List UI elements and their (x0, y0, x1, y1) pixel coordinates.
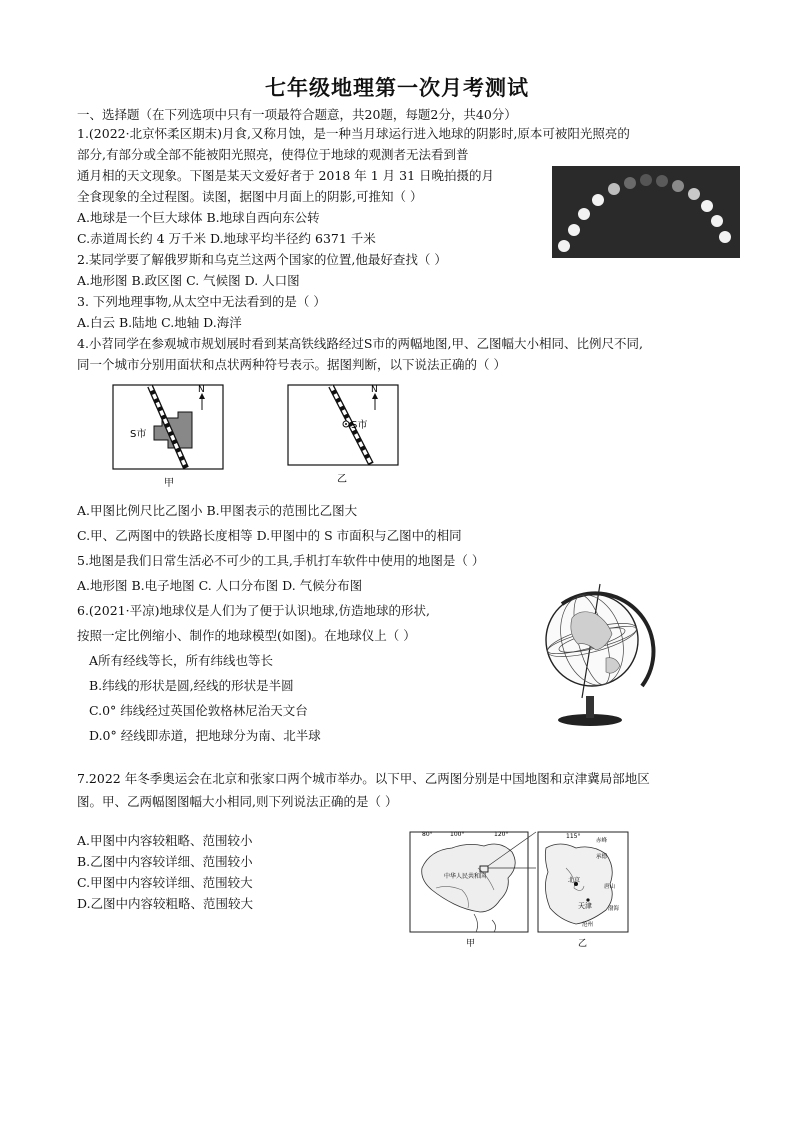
q6-line-1: 6.(2021·平凉)地球仪是人们为了便于认识地球,仿造地球的形状, (77, 603, 430, 618)
q4-options-ab: A.甲图比例尺比乙图小 B.甲图表示的范围比乙图大 (77, 503, 358, 518)
lunar-eclipse-photo (552, 166, 740, 258)
jjj-map-cangzhou: 沧州 (582, 922, 594, 928)
map-yi-caption: 乙 (337, 474, 347, 485)
jjj-map-bohai: 渤海 (608, 906, 620, 912)
map-jia-north: N (198, 385, 205, 395)
q4-options-cd: C.甲、乙两图中的铁路长度相等 D.甲图中的 S 市面积与乙图中的相同 (77, 528, 462, 543)
q1-line-3: 通月相的天文现象。下图是某天文爱好者于 2018 年 1 月 31 日晚拍摄的月 (77, 168, 495, 183)
globe-illustration (520, 578, 670, 728)
map-yi-city-label: S市 (351, 420, 368, 431)
jjj-map-tangshan: 唐山 (604, 884, 616, 890)
jjj-map-lon-115: 115° (566, 833, 581, 840)
page-title: 七年级地理第一次月考测试 (265, 75, 529, 100)
jjj-map-chifeng: 赤峰 (596, 838, 608, 844)
china-map-country-label: 中华人民共和国 (444, 873, 487, 880)
q5-options: A.地形图 B.电子地图 C. 人口分布图 D. 气候分布图 (77, 578, 363, 593)
map-connector (486, 830, 538, 870)
map-jia-caption: 甲 (164, 478, 174, 489)
q2-options: A.地形图 B.政区图 C. 气候图 D. 人口图 (77, 273, 300, 288)
q1-options-ab: A.地球是一个巨大球体 B.地球自西向东公转 (77, 210, 320, 225)
q6-option-b: B.纬线的形状是圆,经线的形状是半圆 (89, 678, 294, 693)
q1-line-1: 1.(2022·北京怀柔区期末)月食,又称月蚀，是一种当月球运行进入地球的阴影时,原本可被阳光照亮的 (77, 126, 630, 141)
q6-option-d: D.0° 经线即赤道，把地球分为南、北半球 (89, 728, 321, 743)
q6-option-a: A所有经线等长，所有纬线也等长 (89, 653, 274, 668)
china-map-lon-120: 120° (494, 831, 509, 838)
map-jia-city-label: S市 (130, 429, 147, 440)
q7-option-c: C.甲图中内容较详细、范围较大 (77, 875, 253, 890)
q3-stem: 3. 下列地理事物,从太空中无法看到的是（ ） (77, 294, 326, 309)
q6-line-2: 按照一定比例缩小、制作的地球模型(如图)。在地球仪上（ ） (77, 628, 416, 643)
jjj-map-chengde: 承德 (596, 854, 608, 860)
jjj-map-tianjin: 天津 (578, 902, 592, 910)
map-yi (287, 384, 399, 492)
jingjinji-map-yi (536, 828, 632, 950)
q2-stem: 2.某同学要了解俄罗斯和乌克兰这两个国家的位置,他最好查找（ ） (77, 252, 447, 267)
q1-options-cd: C.赤道周长约 4 万千米 D.地球平均半径约 6371 千米 (77, 231, 376, 246)
q1-line-2: 部分,有部分或全部不能被阳光照亮，使得位于地球的观测者无法看到普 (77, 147, 469, 162)
map-yi-north: N (371, 385, 378, 395)
q4-line-1: 4.小苕同学在参观城市规划展时看到某高铁线路经过S市的两幅地图,甲、乙图幅大小相同、比例尺不同, (77, 336, 643, 351)
section-heading: 一、选择题（在下列选项中只有一项最符合题意，共20题，每题2分，共40分） (77, 107, 517, 122)
q7-option-b: B.乙图中内容较详细、范围较小 (77, 854, 253, 869)
q7-option-d: D.乙图中内容较粗略、范围较大 (77, 896, 254, 911)
q7-line-1: 7.2022 年冬季奥运会在北京和张家口两个城市举办。以下甲、乙两图分别是中国地图和京津冀局部地区 (77, 771, 650, 786)
q4-line-2: 同一个城市分别用面状和点状两种符号表示。据图判断，以下说法正确的（ ） (77, 357, 506, 372)
q5-stem: 5.地图是我们日常生活必不可少的工具,手机打车软件中使用的地图是（ ） (77, 553, 485, 568)
china-map-caption: 甲 (466, 939, 476, 949)
q1-line-4: 全食现象的全过程图。读图，据图中月面上的阴影,可推知（ ） (77, 189, 423, 204)
q7-option-a: A.甲图中内容较粗略、范围较小 (77, 833, 253, 848)
q3-options: A.白云 B.陆地 C.地轴 D.海洋 (77, 315, 242, 330)
jjj-map-beijing: 北京 (568, 877, 581, 884)
q7-line-2: 图。甲、乙两幅图图幅大小相同,则下列说法正确的是（ ） (77, 794, 398, 809)
map-jia (112, 384, 224, 492)
q6-option-c: C.0° 纬线经过英国伦敦格林尼治天文台 (89, 703, 308, 718)
jjj-map-caption: 乙 (578, 939, 588, 949)
china-map-lon-100: 100° (450, 831, 465, 838)
china-map-lon-80: 80° (422, 831, 433, 838)
